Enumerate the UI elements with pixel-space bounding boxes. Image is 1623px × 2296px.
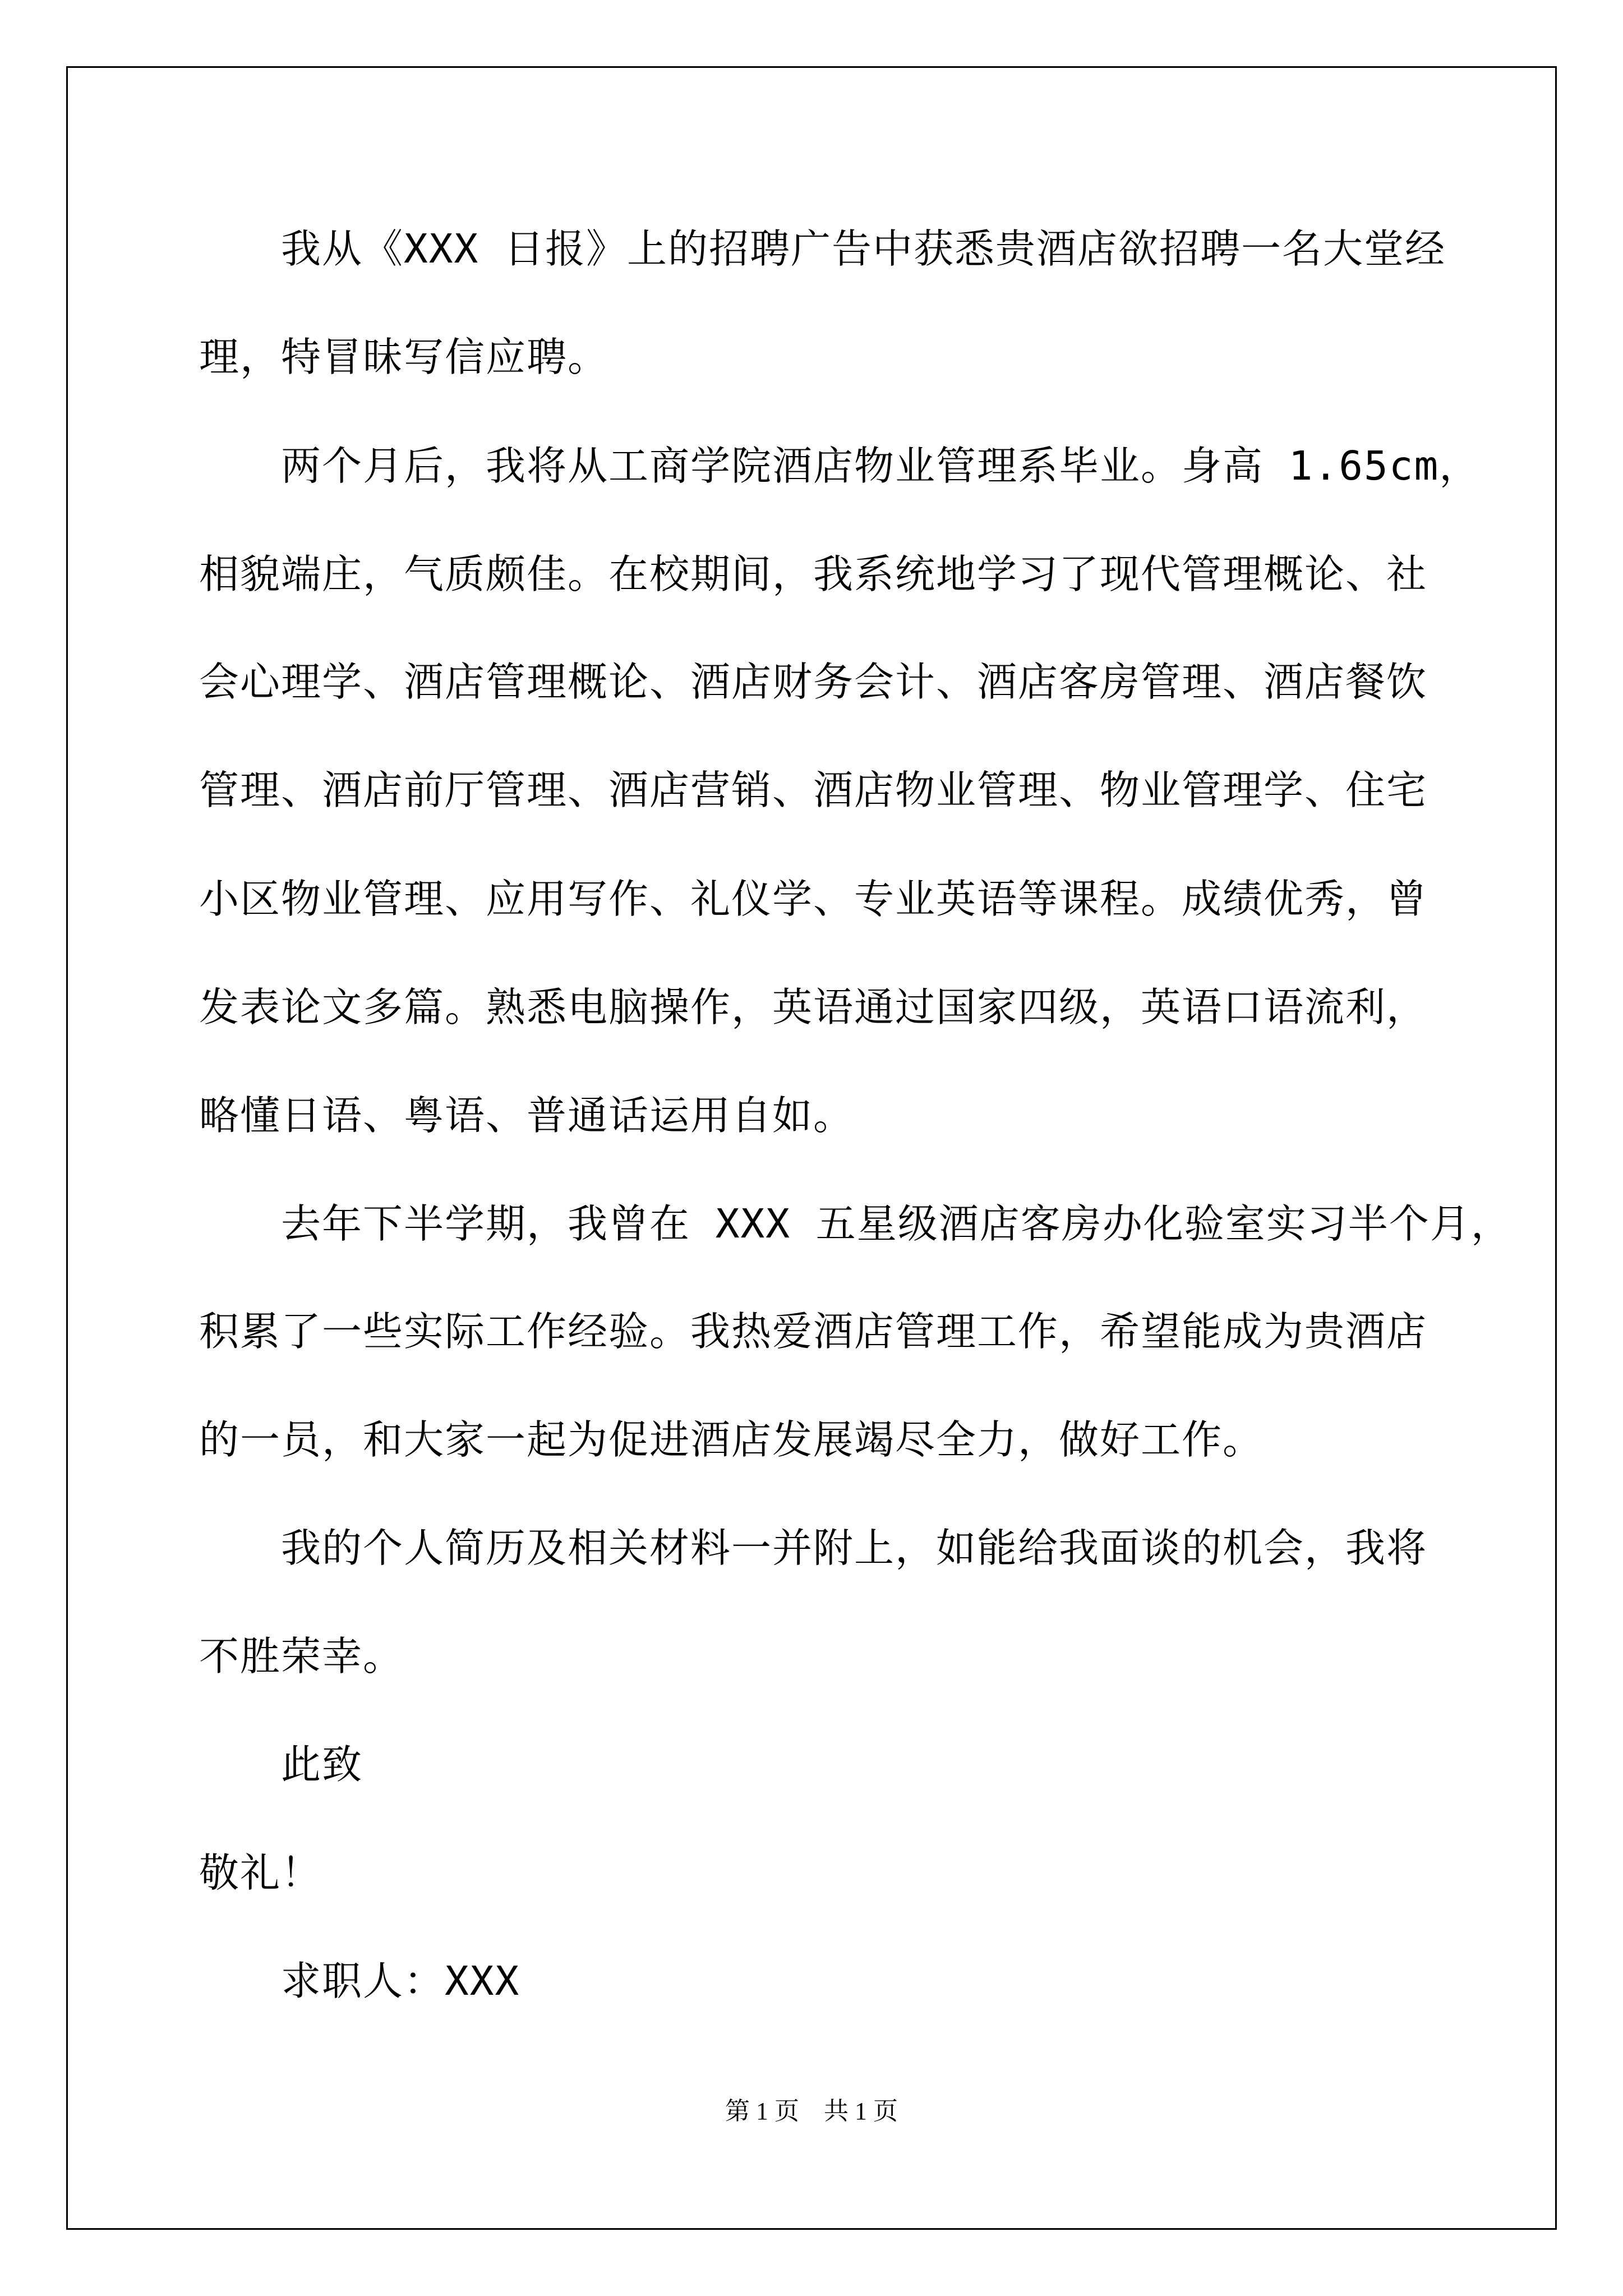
letter-line-12: 的一员，和大家一起为促进酒店发展竭尽全力，做好工作。 (199, 1416, 1264, 1463)
letter-line-4: 相貌端庄，气质颇佳。在校期间，我系统地学习了现代管理概论、社 (199, 551, 1428, 597)
letter-line-2: 理，特冒昧写信应聘。 (199, 334, 609, 380)
letter-line-6: 管理、酒店前厅管理、酒店营销、酒店物业管理、物业管理学、住宅 (199, 767, 1428, 813)
letter-line-5: 会心理学、酒店管理概论、酒店财务会计、酒店客房管理、酒店餐饮 (199, 659, 1428, 705)
closing-line: 敬礼！ (199, 1849, 322, 1896)
page-border (66, 66, 1557, 2230)
letter-line-7: 小区物业管理、应用写作、礼仪学、专业英语等课程。成绩优秀，曾 (199, 876, 1428, 922)
letter-line-3: 两个月后，我将从工商学院酒店物业管理系毕业。身高 1.65cm， (199, 443, 1481, 489)
letter-line-1: 我从《XXX 日报》上的招聘广告中获悉贵酒店欲招聘一名大堂经 (199, 226, 1446, 272)
letter-line-13: 我的个人简历及相关材料一并附上，如能给我面谈的机会，我将 (199, 1525, 1428, 1571)
letter-line-11: 积累了一些实际工作经验。我热爱酒店管理工作，希望能成为贵酒店 (199, 1308, 1428, 1355)
page-number-footer: 第 1 页 共 1 页 (725, 2097, 898, 2125)
letter-line-14: 不胜荣幸。 (199, 1633, 404, 1680)
letter-line-10: 去年下半学期，我曾在 XXX 五星级酒店客房办化验室实习半个月， (199, 1200, 1512, 1247)
letter-line-8: 发表论文多篇。熟悉电脑操作，英语通过国家四级，英语口语流利， (199, 984, 1428, 1030)
salutation-line: 此致 (199, 1741, 363, 1788)
letter-line-9: 略懂日语、粤语、普通话运用自如。 (199, 1092, 855, 1139)
signature-line: 求职人：XXX (199, 1958, 520, 2004)
